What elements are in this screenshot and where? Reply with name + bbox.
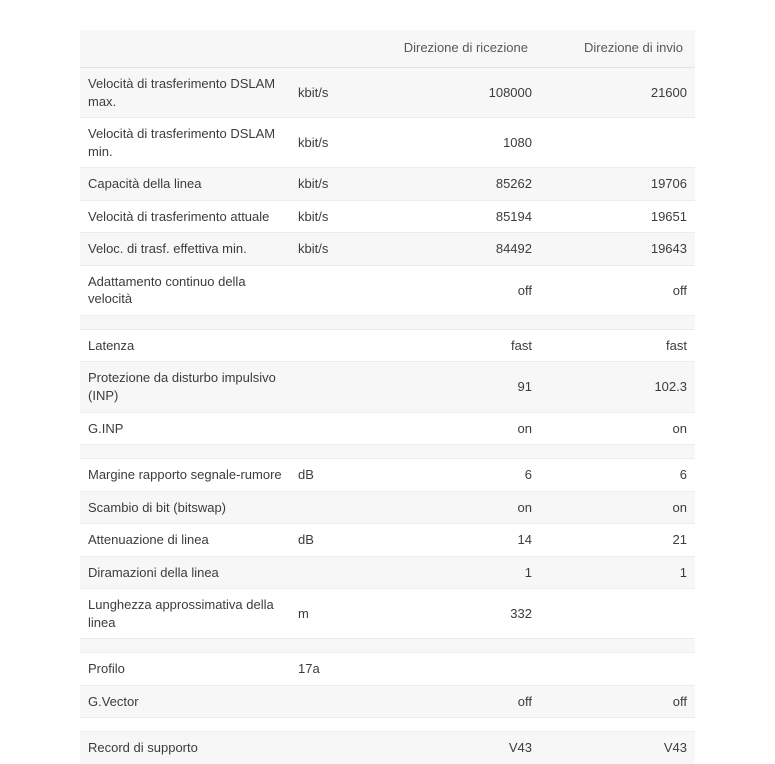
cell-unit [290, 639, 385, 653]
cell-unit: dB [290, 524, 385, 557]
cell-receive-value [385, 639, 540, 653]
cell-receive-value: 6 [385, 459, 540, 492]
cell-send-value: V43 [540, 732, 695, 764]
table-row [80, 200, 695, 233]
cell-unit: kbit/s [290, 168, 385, 201]
cell-parameter-label: Protezione da disturbo impulsivo (INP) [80, 362, 290, 412]
column-header-unit [290, 30, 385, 68]
cell-unit [290, 445, 385, 459]
cell-unit [290, 718, 385, 732]
cell-send-value: fast [540, 329, 695, 362]
cell-receive-value: 14 [385, 524, 540, 557]
table-header [80, 30, 695, 68]
table-row [80, 653, 695, 686]
cell-send-value [540, 118, 695, 168]
cell-parameter-label [80, 639, 290, 653]
table-spacer-row [80, 315, 695, 329]
cell-parameter-label [80, 718, 290, 732]
cell-send-value: 19706 [540, 168, 695, 201]
cell-send-value [540, 653, 695, 686]
cell-parameter-label: Margine rapporto segnale-rumore [80, 459, 290, 492]
cell-send-value: 19651 [540, 200, 695, 233]
table-row [80, 68, 695, 118]
cell-unit: dB [290, 459, 385, 492]
cell-receive-value: 1 [385, 556, 540, 589]
cell-parameter-label: Profilo [80, 653, 290, 686]
cell-parameter-label: Capacità della linea [80, 168, 290, 201]
cell-parameter-label: Velocità di trasferimento DSLAM max. [80, 68, 290, 118]
table-row [80, 329, 695, 362]
cell-send-value [540, 315, 695, 329]
cell-send-value: 102.3 [540, 362, 695, 412]
cell-unit [290, 329, 385, 362]
cell-parameter-label [80, 315, 290, 329]
cell-receive-value [385, 315, 540, 329]
cell-receive-value: fast [385, 329, 540, 362]
cell-receive-value: 332 [385, 589, 540, 639]
cell-parameter-label: Velocità di trasferimento DSLAM min. [80, 118, 290, 168]
cell-receive-value: 108000 [385, 68, 540, 118]
cell-parameter-label: Adattamento continuo della velocità [80, 265, 290, 315]
table-row [80, 362, 695, 412]
table-body [80, 68, 695, 764]
table-spacer-row [80, 639, 695, 653]
table-row [80, 265, 695, 315]
cell-receive-value: on [385, 491, 540, 524]
table-row [80, 589, 695, 639]
cell-unit: kbit/s [290, 118, 385, 168]
cell-unit: 17a [290, 653, 385, 686]
cell-send-value: on [540, 412, 695, 445]
cell-parameter-label: Attenuazione di linea [80, 524, 290, 557]
cell-receive-value [385, 653, 540, 686]
table-spacer-row [80, 718, 695, 732]
cell-send-value: off [540, 685, 695, 718]
cell-parameter-label: Diramazioni della linea [80, 556, 290, 589]
table-row [80, 491, 695, 524]
table-header-row [80, 30, 695, 68]
table-row [80, 732, 695, 764]
table-row [80, 412, 695, 445]
cell-send-value: 21 [540, 524, 695, 557]
cell-parameter-label: G.Vector [80, 685, 290, 718]
cell-unit: kbit/s [290, 233, 385, 266]
cell-unit [290, 362, 385, 412]
column-header-parameter [80, 30, 290, 68]
cell-unit: m [290, 589, 385, 639]
table-row [80, 233, 695, 266]
cell-parameter-label: Velocità di trasferimento attuale [80, 200, 290, 233]
cell-receive-value: V43 [385, 732, 540, 764]
cell-parameter-label [80, 445, 290, 459]
cell-parameter-label: Lunghezza approssimativa della linea [80, 589, 290, 639]
cell-receive-value: 91 [385, 362, 540, 412]
cell-send-value: off [540, 265, 695, 315]
dsl-statistics-table [80, 30, 695, 764]
cell-unit [290, 412, 385, 445]
cell-send-value [540, 445, 695, 459]
cell-send-value: 21600 [540, 68, 695, 118]
cell-receive-value [385, 445, 540, 459]
cell-unit [290, 265, 385, 315]
cell-parameter-label: Record di supporto [80, 732, 290, 764]
cell-unit [290, 556, 385, 589]
table-row [80, 556, 695, 589]
table-row [80, 459, 695, 492]
cell-parameter-label: G.INP [80, 412, 290, 445]
cell-receive-value: off [385, 265, 540, 315]
cell-send-value: 1 [540, 556, 695, 589]
cell-receive-value: off [385, 685, 540, 718]
cell-unit [290, 491, 385, 524]
cell-receive-value: 85262 [385, 168, 540, 201]
cell-send-value [540, 718, 695, 732]
table-row [80, 118, 695, 168]
cell-parameter-label: Scambio di bit (bitswap) [80, 491, 290, 524]
cell-unit [290, 732, 385, 764]
cell-receive-value: 85194 [385, 200, 540, 233]
cell-receive-value [385, 718, 540, 732]
cell-send-value: 19643 [540, 233, 695, 266]
column-header-send-direction: Direzione di invio [540, 30, 695, 68]
cell-send-value: on [540, 491, 695, 524]
dsl-table-container [80, 30, 695, 764]
cell-unit: kbit/s [290, 68, 385, 118]
cell-receive-value: 1080 [385, 118, 540, 168]
cell-send-value [540, 639, 695, 653]
cell-parameter-label: Latenza [80, 329, 290, 362]
cell-unit: kbit/s [290, 200, 385, 233]
cell-send-value: 6 [540, 459, 695, 492]
column-header-receive-direction: Direzione di ricezione [385, 30, 540, 68]
cell-unit [290, 315, 385, 329]
cell-receive-value: on [385, 412, 540, 445]
cell-parameter-label: Veloc. di trasf. effettiva min. [80, 233, 290, 266]
table-spacer-row [80, 445, 695, 459]
cell-receive-value: 84492 [385, 233, 540, 266]
table-row [80, 524, 695, 557]
table-row [80, 168, 695, 201]
cell-send-value [540, 589, 695, 639]
